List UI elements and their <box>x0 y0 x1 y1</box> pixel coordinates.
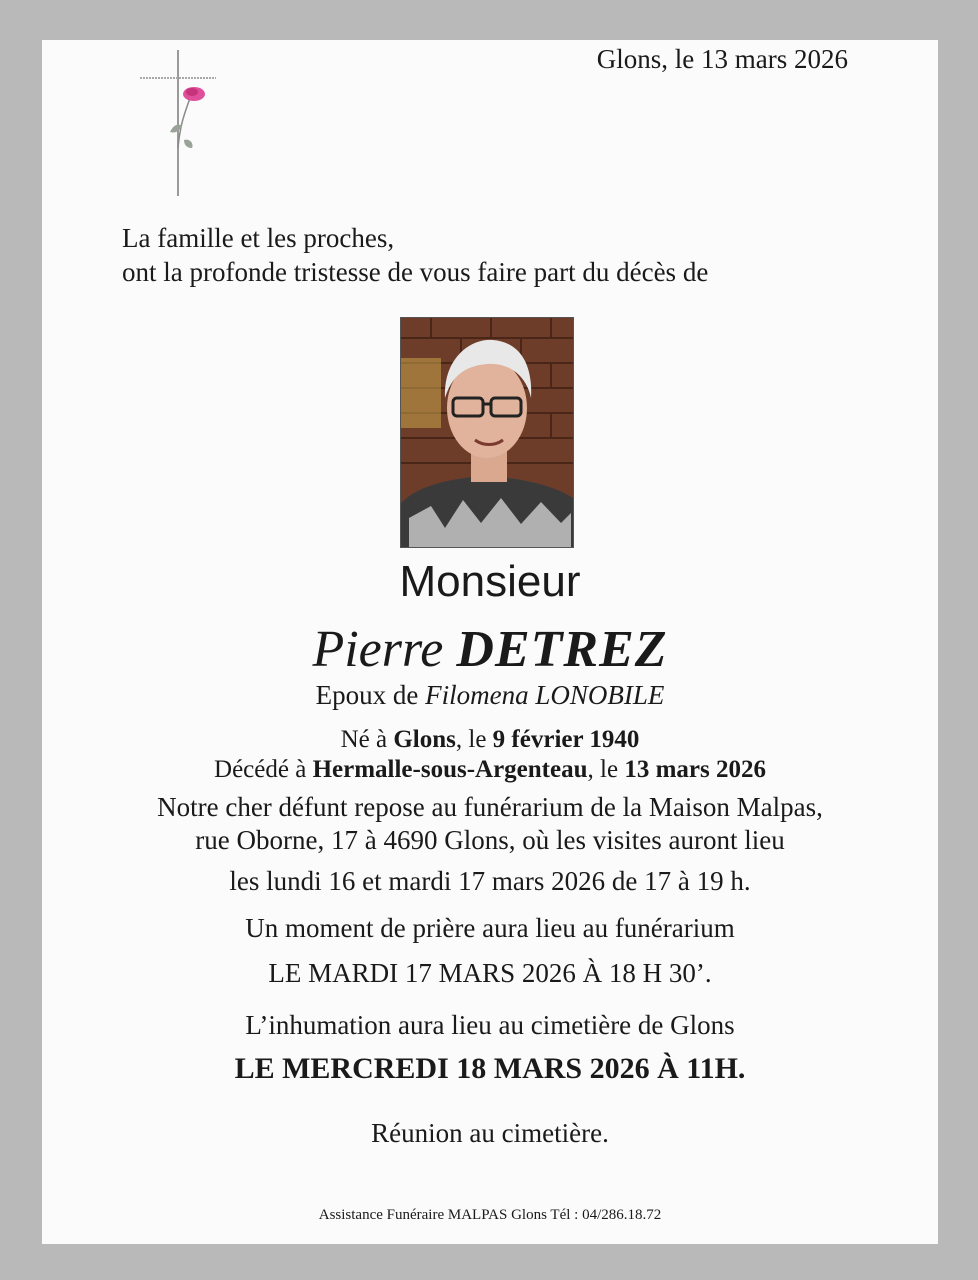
honorific: Monsieur <box>399 557 581 606</box>
spouse-prefix: Epoux de <box>315 680 419 710</box>
visitation-line-2: rue Oborne, 17 à 4690 Glons, où les visites auront lieu <box>195 825 785 855</box>
burial-line-1: L’inhumation aura lieu au cimetière de Glons <box>245 1010 735 1040</box>
visitation-line-3: les lundi 16 et mardi 17 mars 2026 de 17 à 19 h. <box>229 866 751 896</box>
burial-line-2: LE MERCREDI 18 MARS 2026 À 11H. <box>234 1052 746 1085</box>
death-place: Hermalle-sous-Argenteau <box>312 756 588 783</box>
birth-place: Glons <box>393 726 456 753</box>
birth-line <box>42 726 938 754</box>
gathering-note: Réunion au cimetière. <box>371 1118 609 1148</box>
prayer-line-1: Un moment de prière aura lieu au funérarium <box>245 913 735 943</box>
portrait-photo <box>400 317 574 548</box>
spouse-line <box>42 680 938 711</box>
place-date: Glons, le 13 mars 2026 <box>596 44 848 74</box>
prayer-line-2: LE MARDI 17 MARS 2026 À 18 H 30’. <box>268 958 712 988</box>
deceased-name <box>42 620 938 679</box>
birth-prefix: Né à <box>340 726 388 753</box>
visitation-line-1: Notre cher défunt repose au funérarium de la Maison Malpas, <box>157 792 823 822</box>
death-date: 13 mars 2026 <box>624 756 766 783</box>
birth-mid: , le <box>455 726 487 753</box>
obituary-card <box>42 40 938 1244</box>
intro-line-2: ont la profonde tristesse de vous faire part du décès de <box>122 257 709 287</box>
spouse-name: Filomena LONOBILE <box>425 680 665 710</box>
cross-with-rose-icon <box>138 48 218 198</box>
first-name: Pierre <box>312 621 444 678</box>
birth-date: 9 février 1940 <box>492 726 640 753</box>
intro-line-1: La famille et les proches, <box>122 223 395 253</box>
death-prefix: Décédé à <box>214 756 307 783</box>
last-name: DETREZ <box>456 621 668 678</box>
funeral-home-footer: Assistance Funéraire MALPAS Glons Tél : 04/286.18.72 <box>318 1207 662 1223</box>
death-line <box>42 756 938 784</box>
death-mid: , le <box>587 756 619 783</box>
